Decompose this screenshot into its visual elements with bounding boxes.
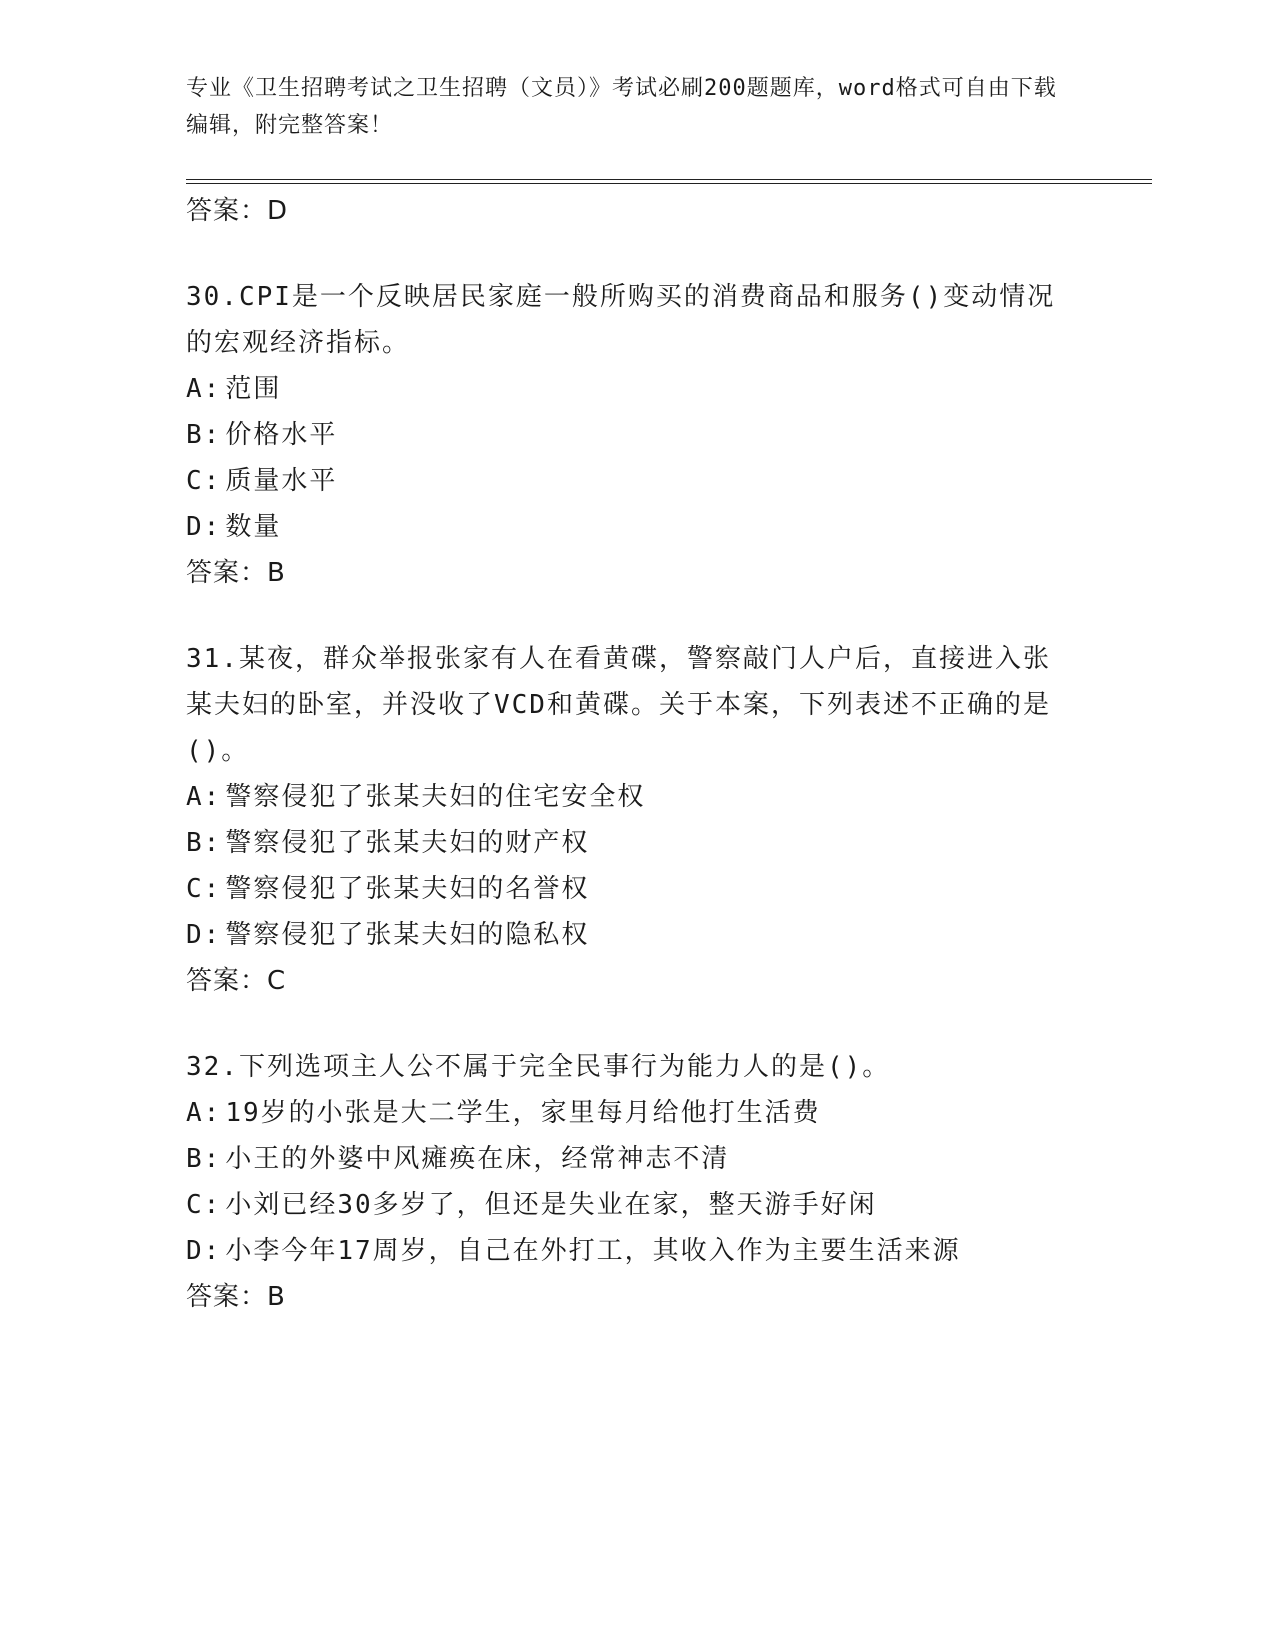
- option-label: C:: [186, 466, 222, 496]
- option-d: [186, 912, 1076, 958]
- answer-line: 答案：B: [186, 1282, 286, 1312]
- option-label: B:: [186, 828, 222, 858]
- option-text: 小刘已经30多岁了，但还是失业在家，整天游手好闲: [225, 1190, 877, 1220]
- option-text: 范围: [225, 374, 282, 404]
- option-a: [186, 774, 1076, 820]
- document-header: 专业《卫生招聘考试之卫生招聘（文员）》考试必刷200题题库，word格式可自由下载编辑，附完整答案！: [186, 76, 1057, 138]
- option-text: 小王的外婆中风瘫痪在床，经常神志不清: [225, 1144, 730, 1174]
- question-text: 32.下列选项主人公不属于完全民事行为能力人的是()。: [186, 1052, 891, 1082]
- option-d: [186, 1228, 1076, 1274]
- option-text: 小李今年17周岁，自己在外打工，其收入作为主要生活来源: [225, 1236, 961, 1266]
- option-label: A:: [186, 374, 222, 404]
- answer-line: 答案：D: [186, 196, 289, 226]
- option-label: A:: [186, 1098, 222, 1128]
- option-c: [186, 866, 1076, 912]
- option-label: A:: [186, 782, 222, 812]
- question-block: [186, 1044, 1076, 1320]
- header-rule-bottom: [186, 183, 1152, 184]
- answer-line: 答案：C: [186, 966, 287, 996]
- question-text: 31.某夜，群众举报张家有人在看黄碟，警察敲门人户后，直接进入张某夫妇的卧室，并没收了VCD和黄碟。关于本案，下列表述不正确的是()。: [186, 644, 1051, 766]
- option-text: 价格水平: [225, 420, 338, 450]
- option-text: 警察侵犯了张某夫妇的住宅安全权: [225, 782, 646, 812]
- option-a: [186, 366, 1076, 412]
- document-body: [186, 188, 1076, 1320]
- question-text: 30.CPI是一个反映居民家庭一般所购买的消费商品和服务()变动情况的宏观经济指标。: [186, 282, 1056, 358]
- option-text: 19岁的小张是大二学生，家里每月给他打生活费: [225, 1098, 821, 1128]
- question-block: [186, 636, 1076, 1004]
- option-a: [186, 1090, 1076, 1136]
- option-label: D:: [186, 1236, 222, 1266]
- option-text: 警察侵犯了张某夫妇的隐私权: [225, 920, 590, 950]
- option-b: [186, 412, 1076, 458]
- answer-line: 答案：B: [186, 558, 286, 588]
- option-text: 警察侵犯了张某夫妇的名誉权: [225, 874, 590, 904]
- option-label: D:: [186, 920, 222, 950]
- option-text: 质量水平: [225, 466, 338, 496]
- option-c: [186, 1182, 1076, 1228]
- option-label: B:: [186, 1144, 222, 1174]
- option-b: [186, 1136, 1076, 1182]
- option-b: [186, 820, 1076, 866]
- option-d: [186, 504, 1076, 550]
- option-c: [186, 458, 1076, 504]
- option-label: C:: [186, 874, 222, 904]
- option-label: B:: [186, 420, 222, 450]
- option-label: D:: [186, 512, 222, 542]
- option-text: 警察侵犯了张某夫妇的财产权: [225, 828, 590, 858]
- header-rule-top: [186, 179, 1152, 180]
- option-label: C:: [186, 1190, 222, 1220]
- question-block: [186, 274, 1076, 596]
- option-text: 数量: [225, 512, 282, 542]
